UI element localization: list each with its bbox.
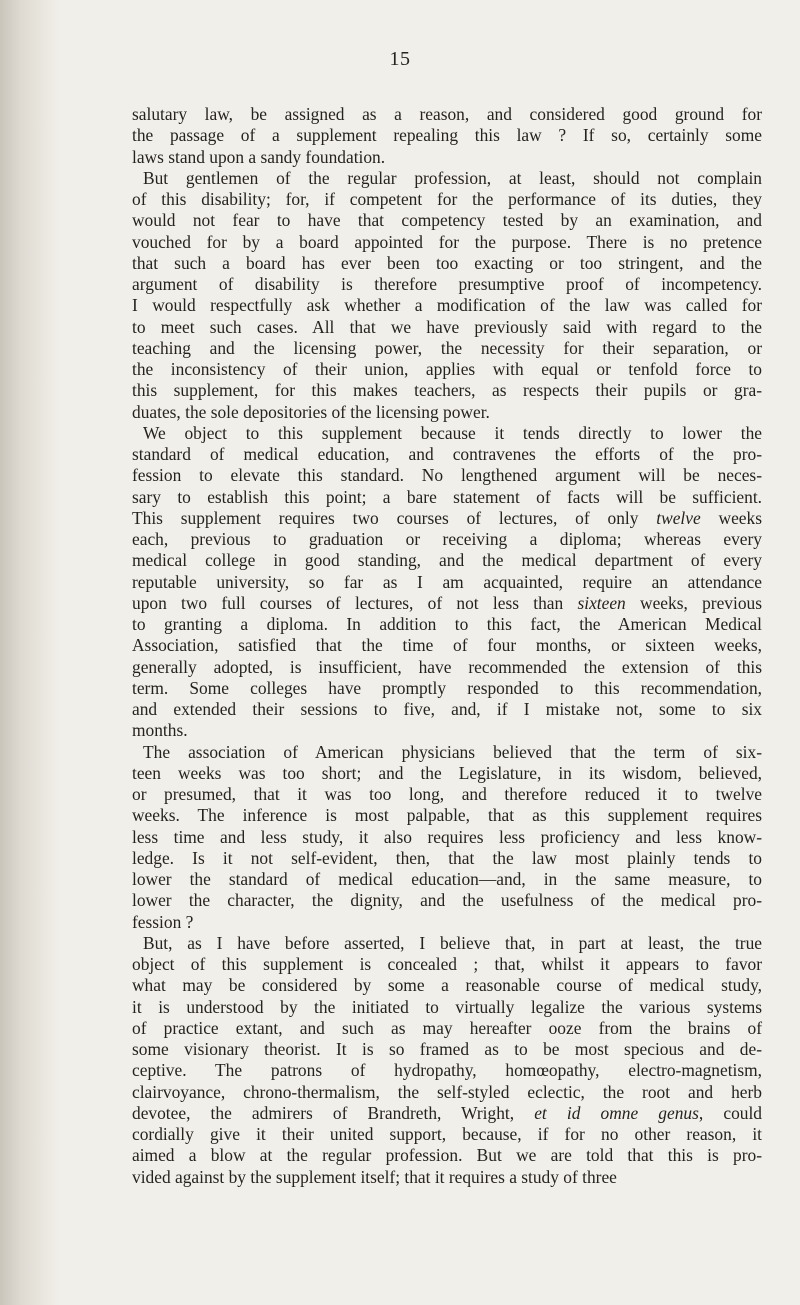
text-line: some visionary theorist. It is so framed as to be most specious and de-: [132, 1039, 762, 1059]
text-line: would not fear to have that competency tested by an examination, and: [132, 210, 762, 231]
text-line: standard of medical education, and contravenes the efforts of the pro-: [132, 444, 762, 464]
text-line: to granting a diploma. In addition to this fact, the American Medical: [132, 614, 762, 634]
text-line: reputable university, so far as I am acquainted, require an attendance: [132, 571, 762, 592]
paragraph: [132, 742, 762, 933]
text-line: the passage of a supplement repealing this law ? If so, certainly some: [132, 125, 762, 146]
text-line: But gentlemen of the regular profession, at least, should not complain: [143, 167, 762, 188]
text-line: generally adopted, is insufficient, have recommended the extension of this: [132, 656, 762, 677]
text-line: and extended their sessions to five, and, if I mistake not, some to six: [132, 699, 762, 719]
text-line: lower the character, the dignity, and the usefulness of the medical pro-: [132, 890, 762, 911]
text-line: term. Some colleges have promptly responded to this recommendation,: [132, 677, 762, 698]
text-line: each, previous to graduation or receiving a diploma; whereas every: [132, 529, 762, 549]
text-line: teen weeks was too short; and the Legislature, in its wisdom, believed,: [132, 762, 762, 783]
paragraph: [132, 933, 762, 1188]
text-line: clairvoyance, chrono-thermalism, the self-styled eclectic, the root and herb: [132, 1081, 762, 1102]
text-line: fession to elevate this standard. No lengthened argument will be neces-: [132, 465, 762, 486]
text-line: months.: [132, 720, 188, 741]
paragraph: [132, 168, 762, 423]
text-line: vided against by the supplement itself; that it requires a study of three: [132, 1166, 617, 1187]
text-line: what may be considered by some a reasonable course of medical study,: [132, 975, 762, 996]
paragraph: [132, 423, 762, 742]
italic-emphasis: twelve: [656, 507, 701, 528]
text-line: laws stand upon a sandy foundation.: [132, 146, 386, 167]
text-line: it is understood by the initiated to virtually legalize the various systems: [132, 996, 762, 1017]
text-line: vouched for by a board appointed for the purpose. There is no pretence: [132, 231, 762, 252]
text-line: aimed a blow at the regular profession. But we are told that this is pro-: [132, 1145, 762, 1166]
text-line: object of this supplement is concealed ; that, whilst it appears to favor: [132, 954, 762, 974]
text-line: weeks. The inference is most palpable, that as this supplement requires: [132, 805, 762, 826]
text-line: The association of American physicians believed that the term of six-: [143, 741, 762, 762]
text-line: ceptive. The patrons of hydropathy, homœopathy, electro-magnetism,: [132, 1060, 762, 1081]
text-line: But, as I have before asserted, I believe that, in part at least, the true: [143, 932, 762, 953]
text-line: duates, the sole depositories of the licensing power.: [132, 401, 490, 422]
text-line: This supplement requires two courses of lectures, of only twelve weeks: [132, 507, 762, 528]
text-line: salutary law, be assigned as a reason, and considered good ground for: [132, 104, 762, 124]
text-line: cordially give it their united support, because, if for no other reason, it: [132, 1124, 762, 1144]
text-line: teaching and the licensing power, the necessity for their separation, or: [132, 337, 762, 358]
text-line: argument of disability is therefore presumptive proof of incompetency.: [132, 274, 762, 294]
text-line: less time and less study, it also requires less proficiency and less know-: [132, 826, 762, 847]
text-line: Association, satisfied that the time of four months, or sixteen weeks,: [132, 635, 762, 656]
text-line: I would respectfully ask whether a modification of the law was called for: [132, 295, 762, 316]
text-line: lower the standard of medical education—and, in the same measure, to: [132, 869, 762, 889]
paragraph: [132, 104, 762, 168]
text-line: medical college in good standing, and the medical department of every: [132, 550, 762, 571]
text-line: or presumed, that it was too long, and therefore reduced it to twelve: [132, 784, 762, 804]
text-line: upon two full courses of lectures, of not less than sixteen weeks, previous: [132, 592, 762, 613]
text-line: We object to this supplement because it tends directly to lower the: [143, 422, 762, 443]
text-line: that such a board has ever been too exacting or too stringent, and the: [132, 252, 762, 273]
text-line: this supplement, for this makes teachers, as respects their pupils or gra-: [132, 380, 762, 401]
text-line: devotee, the admirers of Brandreth, Wright, et id omne genus, could: [132, 1102, 762, 1123]
body-text: [132, 104, 762, 1188]
text-line: fession ?: [132, 911, 194, 932]
text-line: sary to establish this point; a bare statement of facts will be sufficient.: [132, 486, 762, 507]
text-line: of this disability; for, if competent for the performance of its duties, they: [132, 189, 762, 209]
italic-emphasis: et id omne genus: [534, 1102, 699, 1123]
text-line: of practice extant, and such as may hereafter ooze from the brains of: [132, 1017, 762, 1038]
text-line: the inconsistency of their union, applies with equal or tenfold force to: [132, 359, 762, 379]
text-line: to meet such cases. All that we have previously said with regard to the: [132, 316, 762, 337]
text-line: ledge. Is it not self-evident, then, that the law most plainly tends to: [132, 847, 762, 868]
italic-emphasis: sixteen: [577, 592, 626, 613]
page-number: 15: [389, 48, 411, 70]
